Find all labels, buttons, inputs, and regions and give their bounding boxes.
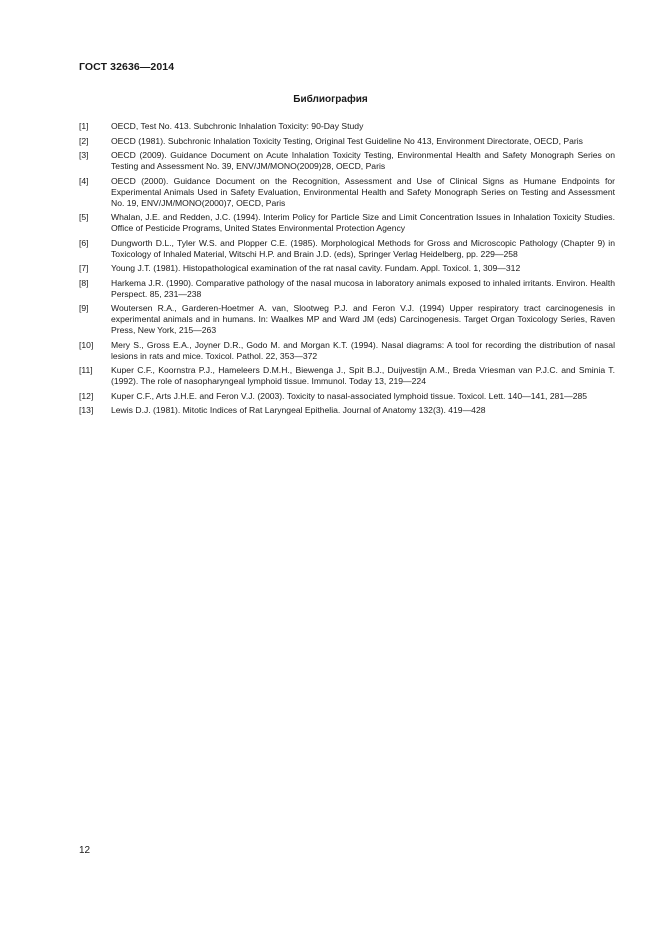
- reference-text: Kuper C.F., Arts J.H.E. and Feron V.J. (2003). Toxicity to nasal-associated lymphoid tissue. Toxicol. Lett. 140—141, 281—285: [111, 390, 588, 401]
- reference-text: OECD (2000). Guidance Document on the Recognition, Assessment and Use of Clinical Signs as Humane Endpoints for Experimental Animals Used in Safety Evaluation, Environmental Health and Safety Monograph Series on Testing and Assessment No. 19, ENV/JM/MONO(2000)7, OECD, Paris: [111, 175, 615, 208]
- reference-number: [3]: [79, 150, 89, 160]
- section-title: Библиография: [293, 94, 368, 105]
- reference-item: [79, 176, 615, 209]
- reference-item: [79, 212, 615, 234]
- page-number: 12: [79, 845, 91, 856]
- reference-item: [79, 263, 615, 274]
- reference-number: [10]: [79, 339, 94, 350]
- document-code: ГОСТ 32636—2014: [79, 61, 175, 73]
- reference-number: [9]: [79, 303, 89, 313]
- reference-item: [79, 303, 615, 336]
- reference-text: Woutersen R.A., Garderen-Hoetmer A. van, Slootweg P.J. and Feron V.J. (1994) Upper respiratory tract carcinogenesis in experimental animals and in humans. In: Waalkes MP and Ward JM (eds) Carcinogenesis. Target Organ Toxicology Series, Raven Press, New York, 215—263: [111, 303, 615, 335]
- reference-text: Kuper C.F., Koornstra P.J., Hameleers D.M.H., Biewenga J., Spit B.J., Duijvestijn A.M., Breda Vriesman van P.J.C. and Sminia T. (1992). The role of nasopharyngeal lymphoid tissue. Immunol. Today 13, 219—224: [111, 365, 615, 386]
- reference-text: OECD (1981). Subchronic Inhalation Toxicity Testing, Original Test Guideline No 413, Environment Directorate, OECD, Paris: [111, 135, 583, 146]
- reference-text: Dungworth D.L., Tyler W.S. and Plopper C.E. (1985). Morphological Methods for Gross and Microscopic Pathology (Chapter 9) in Toxicology of Inhaled Material, Witschi H.P. and Brain J.D. (eds), Springer Verlag Heidelberg, pp. 229—258: [111, 237, 615, 259]
- reference-item: [79, 391, 615, 402]
- reference-number: [6]: [79, 237, 89, 248]
- reference-item: [79, 278, 615, 300]
- reference-number: [8]: [79, 277, 89, 288]
- reference-number: [12]: [79, 390, 94, 401]
- reference-number: [5]: [79, 212, 89, 222]
- reference-item: [79, 238, 615, 260]
- bibliography-list: [79, 121, 615, 420]
- reference-number: [7]: [79, 263, 89, 273]
- reference-text: Mery S., Gross E.A., Joyner D.R., Godo M. and Morgan K.T. (1994). Nasal diagrams: A tool for recording the distribution of nasal lesions in rats and mice. Toxicol. Pathol. 22, 353—372: [111, 339, 615, 361]
- reference-number: [11]: [79, 365, 93, 375]
- reference-text: Whalan, J.E. and Redden, J.C. (1994). Interim Policy for Particle Size and Limit Concentration Issues in Inhalation Toxicity Studies. Office of Pesticide Programs, United States Environmental Protection Agency: [111, 212, 615, 233]
- reference-text: Young J.T. (1981). Histopathological examination of the rat nasal cavity. Fundam. Appl. Toxicol. 1, 309—312: [111, 263, 521, 273]
- reference-item: [79, 150, 615, 172]
- reference-number: [1]: [79, 121, 89, 131]
- reference-text: Lewis D.J. (1981). Mitotic Indices of Rat Laryngeal Epithelia. Journal of Anatomy 132(3). 419—428: [111, 405, 486, 415]
- reference-item: [79, 136, 615, 147]
- reference-text: OECD (2009). Guidance Document on Acute Inhalation Toxicity Testing, Environmental Health and Safety Monograph Series on Testing and Assessment No. 39, ENV/JM/MONO(2009)28, OECD, Paris: [111, 150, 615, 171]
- reference-item: [79, 405, 615, 416]
- reference-item: [79, 340, 615, 362]
- reference-number: [4]: [79, 175, 89, 186]
- reference-text: OECD, Test No. 413. Subchronic Inhalation Toxicity: 90-Day Study: [111, 121, 364, 131]
- reference-number: [2]: [79, 135, 89, 146]
- reference-text: Harkema J.R. (1990). Comparative pathology of the nasal mucosa in laboratory animals exposed to inhaled irritants. Environ. Health Perspect. 85, 231—238: [111, 277, 615, 299]
- reference-number: [13]: [79, 405, 94, 415]
- reference-item: [79, 365, 615, 387]
- reference-item: [79, 121, 615, 132]
